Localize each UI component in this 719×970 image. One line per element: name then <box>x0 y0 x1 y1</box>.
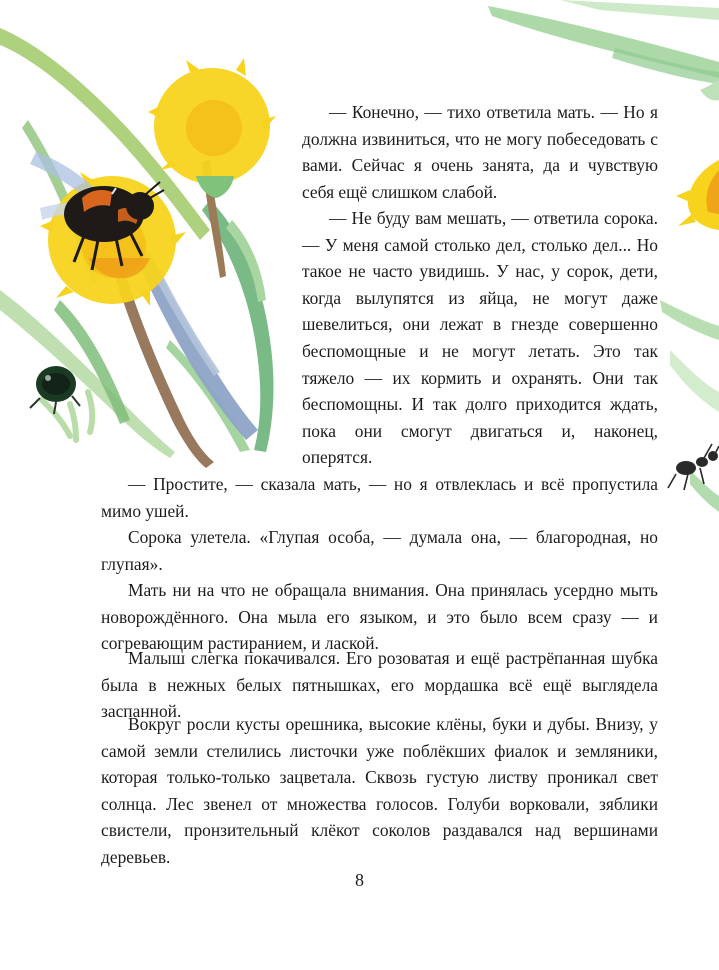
top-right-grass <box>488 0 719 101</box>
blue-stem <box>136 250 258 440</box>
dandelion-flower-top <box>148 58 276 198</box>
dandelion-stems <box>114 160 226 468</box>
bumblebee-icon <box>30 152 164 270</box>
dandelion-flower-bottom <box>40 172 186 306</box>
paragraph: — Не буду вам мешать, — ответила сорока. — У меня самой столько дел, столько дел... Но такое не часто увидишь. У нас, у сорок, дети, когда вылупятся из яйца, не могут даже шевелиться, они лежат в гнезде совершенно беспомощные и не могут летать. Это так тяжело — их кормить и охранять. Они так беспомощны. И так долго приходится ждать, пока они смогут двигаться и, наконец, оперятся. <box>302 208 658 468</box>
paragraph: — Конечно, — тихо ответила мать. — Но я должна извиниться, что не могу побеседовать с вами. Сейчас я очень занята, да и чувствую себя ещё слишком слабой. <box>302 102 658 202</box>
paragraph: Мать ни на что не обращала внимания. Она принялась усердно мыть новорождённого. Она мыла его языком, и это было всем сразу — и согревающим растиранием, и лаской. <box>101 580 658 654</box>
right-edge-grass <box>660 300 719 512</box>
paragraph: Малыш слегка покачивался. Его розоватая и ещё растрёпанная шубка была в нежных белых пятнышках, его мордашка всё ещё выглядела заспанной. <box>101 648 658 722</box>
page-number: 8 <box>355 870 364 890</box>
beetle-icon <box>30 366 92 440</box>
paragraph: — Простите, — сказала мать, — но я отвлеклась и всё пропустила мимо ушей. <box>101 474 658 521</box>
paragraph: Сорока улетела. «Глупая особа, — думала она, — благородная, но глупая». <box>101 527 658 574</box>
ant-icon <box>668 444 719 490</box>
grass-blades <box>0 28 273 458</box>
paragraph: Вокруг росли кусты орешника, высокие клёны, буки и дубы. Внизу, у самой земли стелились листочки уже поблёкших фиалок и земляники, которая только-только зацветала. Сквозь густую листву проникал свет солнца. Лес звенел от множества голосов. Голуби ворковали, зяблики свистели, пронзительный клёкот соколов раздавался над вершинами деревьев. <box>101 714 658 867</box>
right-edge-dandelion <box>676 160 719 230</box>
